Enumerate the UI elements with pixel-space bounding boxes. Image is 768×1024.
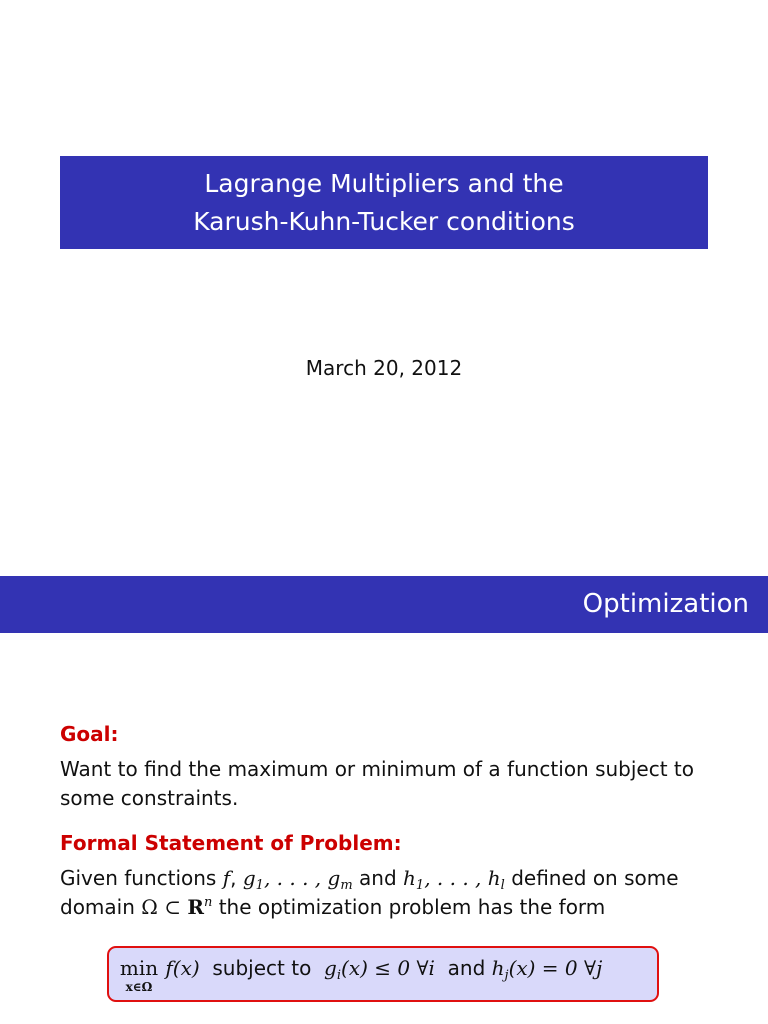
equation-and: and xyxy=(447,956,486,980)
subject-to: subject to xyxy=(212,956,312,980)
g-list: $g_1$, . . . , $g_m$ xyxy=(242,866,353,893)
goal-text xyxy=(60,755,720,813)
frame-title: Optimization xyxy=(582,589,749,619)
goal-heading: Goal: xyxy=(60,722,119,746)
rest-text: the optimization problem has the form xyxy=(218,895,606,919)
date: March 20, 2012 xyxy=(305,356,463,380)
given-text: Given functions xyxy=(60,866,217,890)
formal-line-2 xyxy=(60,893,720,922)
and-text: and xyxy=(359,866,397,890)
R-symbol: R xyxy=(187,895,204,919)
domain-text: domain xyxy=(60,895,135,919)
equation-box xyxy=(107,946,659,1002)
min-subscript: x∈Ω xyxy=(125,980,153,994)
formal-text xyxy=(60,864,720,922)
equality-constraint: $h_j(x) = 0$ ∀j xyxy=(491,956,603,983)
formal-heading: Formal Statement of Problem: xyxy=(60,831,402,855)
goal-line-2: some constraints. xyxy=(60,786,239,810)
inequality-constraint: $g_i(x) \le 0$ ∀i xyxy=(324,956,435,983)
h-list: $h_1$, . . . , $h_l$ xyxy=(403,866,505,893)
title-line-2: Karush-Kuhn-Tucker conditions xyxy=(193,206,575,236)
title-box xyxy=(60,156,708,249)
objective: f(x) xyxy=(165,956,200,980)
equation xyxy=(119,956,603,994)
frame-header xyxy=(0,576,768,633)
goal-line-1: Want to find the maximum or minimum of a function subject to xyxy=(60,757,695,781)
defined-text: defined on some xyxy=(511,866,679,890)
n-exponent: n xyxy=(203,895,213,910)
omega-subset: Ω ⊂ xyxy=(141,895,181,919)
comma: , xyxy=(230,866,237,890)
optimization-slide xyxy=(0,576,768,1024)
title-line-1: Lagrange Multipliers and the xyxy=(204,168,564,198)
formal-line-1 xyxy=(60,864,720,893)
min-operator: min x∈Ω xyxy=(119,956,159,994)
f-symbol: f xyxy=(222,866,231,890)
